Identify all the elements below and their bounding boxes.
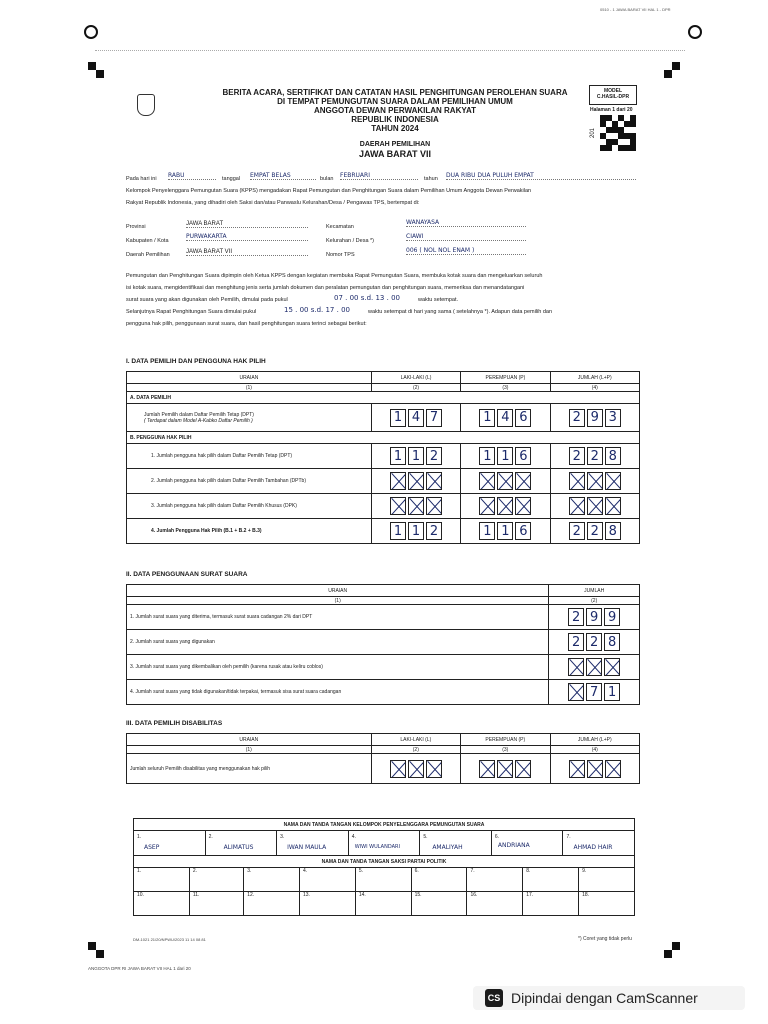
kecamatan-label: Kecamatan bbox=[326, 224, 354, 230]
section-1-title: I. DATA PEMILIH DAN PENGGUNA HAK PILIH bbox=[126, 358, 266, 365]
saksi-cell: 8. bbox=[523, 868, 579, 892]
digit-box: 1 bbox=[390, 409, 406, 427]
saksi-row-2 bbox=[134, 892, 635, 916]
model-box bbox=[589, 85, 637, 105]
digit-box: 7 bbox=[586, 683, 602, 701]
crossed-box bbox=[408, 472, 424, 490]
kpps-cell: 3. IWAN MAULA bbox=[277, 831, 349, 855]
voter-data-table bbox=[126, 371, 640, 544]
digit-box: 2 bbox=[426, 522, 442, 540]
digit-box: 2 bbox=[568, 608, 584, 626]
col-num: (1) bbox=[127, 384, 372, 392]
digit-box: 2 bbox=[426, 447, 442, 465]
crossed-box bbox=[586, 658, 602, 676]
digit-box: 2 bbox=[569, 409, 585, 427]
start-time: 07 . 00 s.d. 13 . 00 bbox=[334, 294, 400, 302]
saksi-cell: 17. bbox=[523, 892, 579, 916]
qr-code bbox=[600, 115, 636, 151]
crossed-box bbox=[390, 472, 406, 490]
saksi-cell: 15. bbox=[411, 892, 467, 916]
saksi-cell: 1. bbox=[134, 868, 190, 892]
crossed-box bbox=[569, 472, 585, 490]
body-paragraph-1: Pemungutan dan Penghitungan Suara dipimpin oleh Ketua KPPS dengan kegiatan membuka Rapat Pemungutan Suara, membuka kotak suara dan mengeluarkan seluruh bbox=[126, 273, 543, 279]
col-num: (4) bbox=[550, 746, 639, 754]
digit-box: 1 bbox=[390, 447, 406, 465]
kpps-cell: 6. ANDRIANA bbox=[492, 831, 564, 855]
crossed-box bbox=[426, 472, 442, 490]
col-male: LAKI-LAKI (L) bbox=[371, 372, 460, 384]
col-female: PEREMPUAN (P) bbox=[461, 734, 550, 746]
count-time: 15 . 00 s.d. 17 . 00 bbox=[284, 306, 350, 314]
col-uraian: URAIAN bbox=[127, 372, 372, 384]
saksi-row-1 bbox=[134, 868, 635, 892]
crossed-box bbox=[587, 497, 603, 515]
body-paragraph-4b: waktu setempat di hari yang sama ( setelahnya *). Adapun data pemilih dan bbox=[368, 309, 553, 315]
title-line-2: DI TEMPAT PEMUNGUTAN SUARA DALAM PEMILIHAN UMUM bbox=[277, 97, 513, 106]
signature-table bbox=[133, 818, 635, 916]
crossed-box bbox=[569, 760, 585, 778]
digit-box: 3 bbox=[605, 409, 621, 427]
provinsi-label: Provinsi bbox=[126, 224, 146, 230]
col-num: (3) bbox=[461, 384, 550, 392]
binder-hole-left bbox=[84, 25, 98, 39]
saksi-title: NAMA DAN TANDA TANGAN SAKSI PARTAI POLITIK bbox=[134, 856, 635, 868]
saksi-cell: 6. bbox=[411, 868, 467, 892]
col-total: JUMLAH bbox=[549, 585, 640, 597]
kelurahan-field: CIAWI bbox=[406, 233, 526, 241]
saksi-cell: 12. bbox=[244, 892, 300, 916]
dpt-label-1: Jumlah Pemilih dalam Daftar Pemilih Tetap (DPT) bbox=[144, 411, 254, 418]
crossed-box bbox=[426, 760, 442, 778]
intro-paragraph-1: Kelompok Penyelenggara Pemungutan Suara (KPPS) mengadakan Rapat Pemungutan dan Penghitungan Suara dalam Pemilihan Umum Anggota Dewan Perwakilan bbox=[126, 188, 532, 194]
crossed-box bbox=[605, 497, 621, 515]
binder-hole-right bbox=[688, 25, 702, 39]
crossed-box bbox=[587, 760, 603, 778]
corner-mark bbox=[96, 950, 104, 958]
body-paragraph-2: isi kotak suara, mengidentifikasi dan menghitung jenis serta jumlah dokumen dan peralatan pemungutan dan penghitungan suara, memeriksa dan menandatangani bbox=[126, 285, 525, 291]
day-field: RABU bbox=[168, 172, 216, 180]
digit-box: 2 bbox=[569, 522, 585, 540]
crossed-box bbox=[408, 760, 424, 778]
area-value: JAWA BARAT VII bbox=[358, 149, 431, 159]
kelurahan-label: Kelurahan / Desa *) bbox=[326, 238, 374, 244]
corner-mark bbox=[672, 62, 680, 70]
tps-label: Nomor TPS bbox=[326, 252, 355, 258]
date-label: tanggal bbox=[222, 176, 241, 182]
kpps-cell: 5. AMALIYAH bbox=[420, 831, 492, 855]
dapil-label: Daerah Pemilihan bbox=[126, 252, 170, 258]
digit-box: 4 bbox=[408, 409, 424, 427]
digit-box: 1 bbox=[497, 522, 513, 540]
corner-mark bbox=[664, 70, 672, 78]
kpps-cell: 4. WIWI WULANDARI bbox=[349, 831, 421, 855]
crossed-box bbox=[587, 472, 603, 490]
crossed-box bbox=[515, 760, 531, 778]
saksi-cell: 4. bbox=[300, 868, 356, 892]
col-uraian: URAIAN bbox=[127, 585, 549, 597]
digit-box: 1 bbox=[479, 522, 495, 540]
digit-box: 1 bbox=[479, 447, 495, 465]
kabupaten-label: Kabupaten / Kota bbox=[126, 238, 169, 244]
section-3-title: III. DATA PEMILIH DISABILITAS bbox=[126, 720, 223, 727]
kpps-title: NAMA DAN TANDA TANGAN KELOMPOK PENYELENGGARA PEMUNGUTAN SUARA bbox=[134, 819, 635, 831]
area-label: DAERAH PEMILIHAN bbox=[359, 141, 431, 148]
digit-box: 2 bbox=[586, 633, 602, 651]
crossed-box bbox=[515, 472, 531, 490]
saksi-cell: 2. bbox=[189, 868, 243, 892]
corner-mark bbox=[664, 950, 672, 958]
saksi-cell: 5. bbox=[355, 868, 411, 892]
corner-mark bbox=[672, 942, 680, 950]
digit-box: 8 bbox=[604, 633, 620, 651]
digit-box: 6 bbox=[515, 409, 531, 427]
title-line-1: BERITA ACARA, SERTIFIKAT DAN CATATAN HASIL PENGHITUNGAN PEROLEHAN SUARA bbox=[222, 88, 568, 97]
col-num: (2) bbox=[371, 746, 460, 754]
col-female: PEREMPUAN (P) bbox=[461, 372, 550, 384]
day-label: Pada hari ini bbox=[126, 176, 157, 182]
crossed-box bbox=[605, 472, 621, 490]
kabupaten-field: PURWAKARTA bbox=[186, 233, 308, 241]
saksi-cell: 11. bbox=[189, 892, 243, 916]
ballot-row-3: 3. Jumlah surat suara yang dikembalikan oleh pemilih (karena rusak atau keliru coblos) bbox=[127, 655, 549, 680]
crossed-box bbox=[568, 683, 584, 701]
saksi-cell: 10. bbox=[134, 892, 190, 916]
digit-box: 1 bbox=[479, 409, 495, 427]
saksi-cell: 16. bbox=[467, 892, 523, 916]
camscanner-text: Dipindai dengan CamScanner bbox=[511, 990, 698, 1006]
saksi-cell: 14. bbox=[355, 892, 411, 916]
col-male: LAKI-LAKI (L) bbox=[371, 734, 460, 746]
tps-field: 006 ( NOL NOL ENAM ) bbox=[406, 247, 526, 255]
crossed-box bbox=[479, 760, 495, 778]
provinsi-field: JAWA BARAT bbox=[186, 221, 308, 228]
digit-box: 4 bbox=[497, 409, 513, 427]
title-line-4: REPUBLIK INDONESIA bbox=[351, 115, 439, 124]
year-label: tahun bbox=[424, 176, 438, 182]
body-paragraph-3a: surat suara yang akan digunakan oleh Pemilih, dimulai pada pukul bbox=[126, 297, 288, 303]
crossed-box bbox=[497, 472, 513, 490]
col-num: (4) bbox=[550, 384, 639, 392]
crossed-box bbox=[497, 497, 513, 515]
saksi-cell: 18. bbox=[579, 892, 635, 916]
digit-box: 2 bbox=[587, 447, 603, 465]
digit-box: 1 bbox=[604, 683, 620, 701]
saksi-cell: 7. bbox=[467, 868, 523, 892]
col-num: (3) bbox=[461, 746, 550, 754]
body-paragraph-5: pengguna hak pilih, penggunaan surat suara, dan hasil penghitungan suara terinci sebagai berikut: bbox=[126, 321, 367, 327]
crossed-box bbox=[390, 760, 406, 778]
ballot-row-4: 4. Jumlah surat suara yang tidak digunakan/tidak terpakai, termasuk sisa surat suara cadangan bbox=[127, 680, 549, 705]
ballot-row-1: 1. Jumlah surat suara yang diterima, termasuk surat suara cadangan 2% dari DPT bbox=[127, 605, 549, 630]
saksi-cell: 13. bbox=[300, 892, 356, 916]
disability-row-label: Jumlah seluruh Pemilih disabilitas yang menggunakan hak pilih bbox=[127, 754, 372, 784]
title-line-3: ANGGOTA DEWAN PERWAKILAN RAKYAT bbox=[313, 106, 477, 115]
digit-box: 6 bbox=[515, 447, 531, 465]
form-code: DM-1021 21/20/NPWU/2023 11 14 08 81 bbox=[133, 937, 206, 942]
col-num: (1) bbox=[127, 597, 549, 605]
col-total: JUMLAH (L+P) bbox=[550, 734, 639, 746]
corner-mark bbox=[88, 62, 96, 70]
side-code: 201 bbox=[590, 127, 597, 139]
kpps-cell: 1. ASEP bbox=[134, 831, 206, 855]
page-number: Halaman 1 dari 20 bbox=[590, 107, 633, 113]
crossed-box bbox=[569, 497, 585, 515]
kpps-cell: 2. ALIMATUS bbox=[206, 831, 278, 855]
dapil-field: JAWA BARAT VII bbox=[186, 249, 308, 256]
kpu-logo bbox=[137, 94, 155, 116]
ballot-usage-table bbox=[126, 584, 640, 705]
col-total: JUMLAH (L+P) bbox=[550, 372, 639, 384]
body-paragraph-4a: Selanjutnya Rapat Penghitungan Suara dimulai pukul bbox=[126, 309, 257, 315]
dpt-label-2: ( Terdapat dalam Model A-Kabko Daftar Pemilih ) bbox=[144, 417, 253, 424]
col-uraian: URAIAN bbox=[127, 734, 372, 746]
bottom-left-code: ANGGOTA DPR RI JAWA BARAT VII HAL 1 dari 20 bbox=[88, 966, 191, 971]
crossed-box bbox=[497, 760, 513, 778]
digit-box: 2 bbox=[569, 447, 585, 465]
kpps-cell: 7. AHMAD HAIR bbox=[566, 834, 613, 851]
col-num: (2) bbox=[371, 384, 460, 392]
digit-box: 9 bbox=[604, 608, 620, 626]
crossed-box bbox=[515, 497, 531, 515]
crossed-box bbox=[390, 497, 406, 515]
digit-box: 2 bbox=[568, 633, 584, 651]
model-code: C.HASIL-DPR bbox=[596, 94, 630, 100]
crossed-box bbox=[605, 760, 621, 778]
col-num: (2) bbox=[549, 597, 640, 605]
digit-box: 1 bbox=[497, 447, 513, 465]
b1-label: 1. Jumlah pengguna hak pilih dalam Daftar Pemilih Tetap (DPT) bbox=[127, 444, 372, 469]
subsection-a-title: A. DATA PEMILIH bbox=[127, 392, 640, 404]
ballot-row-2: 2. Jumlah surat suara yang digunakan bbox=[127, 630, 549, 655]
crossed-box bbox=[479, 497, 495, 515]
camscanner-watermark bbox=[473, 986, 745, 1010]
digit-box: 8 bbox=[605, 522, 621, 540]
date-field: EMPAT BELAS bbox=[250, 172, 316, 180]
digit-box: 9 bbox=[587, 409, 603, 427]
model-label: MODEL bbox=[603, 88, 623, 94]
digit-box: 6 bbox=[515, 522, 531, 540]
crossed-box bbox=[426, 497, 442, 515]
crossed-box bbox=[604, 658, 620, 676]
month-field: FEBRUARI bbox=[340, 172, 418, 180]
title-line-5: TAHUN 2024 bbox=[371, 124, 419, 133]
perforation-line bbox=[95, 50, 685, 51]
crossed-box bbox=[479, 472, 495, 490]
top-right-code: 0510 - 1 JAWA BARAT VII HAL 1 - DPR bbox=[600, 7, 671, 12]
kecamatan-field: WANAYASA bbox=[406, 219, 526, 227]
digit-box: 2 bbox=[587, 522, 603, 540]
section-2-title: II. DATA PENGGUNAAN SURAT SUARA bbox=[126, 571, 248, 578]
saksi-cell: 9. bbox=[579, 868, 635, 892]
b2-label: 2. Jumlah pengguna hak pilih dalam Daftar Pemilih Tambahan (DPTb) bbox=[127, 469, 372, 494]
b3-label: 3. Jumlah pengguna hak pilih dalam Daftar Pemilih Khusus (DPK) bbox=[127, 494, 372, 519]
digit-box: 1 bbox=[390, 522, 406, 540]
digit-box: 8 bbox=[605, 447, 621, 465]
corner-mark bbox=[88, 942, 96, 950]
col-num: (1) bbox=[127, 746, 372, 754]
saksi-cell: 3. bbox=[244, 868, 300, 892]
camscanner-logo-icon: CS bbox=[485, 989, 503, 1007]
crossed-box bbox=[408, 497, 424, 515]
digit-box: 9 bbox=[586, 608, 602, 626]
dpt-row-label bbox=[127, 404, 372, 432]
subsection-b-title: B. PENGGUNA HAK PILIH bbox=[127, 432, 640, 444]
digit-box: 1 bbox=[408, 522, 424, 540]
body-paragraph-3b: waktu setempat. bbox=[418, 297, 459, 303]
intro-paragraph-2: Rakyat Republik Indonesia, yang dihadiri oleh Saksi dan/atau Panwaslu Kelurahan/Desa / Pengawas TPS, bertempat di: bbox=[126, 200, 420, 206]
year-field: DUA RIBU DUA PULUH EMPAT bbox=[446, 172, 636, 180]
corner-mark bbox=[96, 70, 104, 78]
footnote: *) Coret yang tidak perlu bbox=[578, 936, 632, 942]
digit-box: 1 bbox=[408, 447, 424, 465]
kpps-row bbox=[134, 831, 635, 856]
digit-box: 7 bbox=[426, 409, 442, 427]
disability-table bbox=[126, 733, 640, 784]
crossed-box bbox=[568, 658, 584, 676]
month-label: bulan bbox=[320, 176, 334, 182]
b4-label: 4. Jumlah Pengguna Hak Pilih (B.1 + B.2 + B.3) bbox=[127, 519, 372, 544]
